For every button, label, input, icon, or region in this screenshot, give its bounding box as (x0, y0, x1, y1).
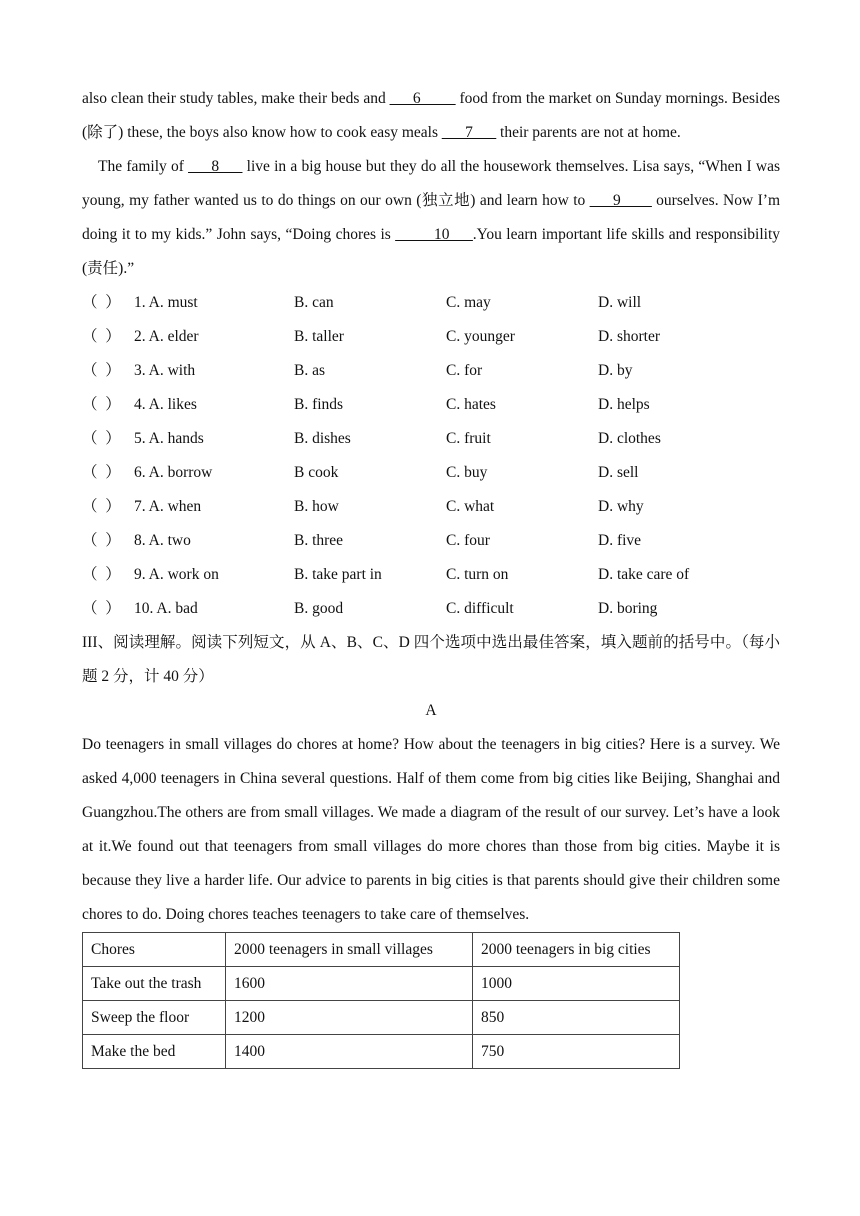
answer-parentheses: （ ） (82, 498, 121, 515)
question-stem (82, 354, 294, 388)
option-b: B. finds (294, 396, 344, 413)
option-b: B. how (294, 498, 339, 515)
question-stem (82, 456, 294, 490)
reading-passage-a: Do teenagers in small villages do chores at home? How about the teenagers in big cities? Here is a survey. We asked 4,000 teenagers in China several questions. Half of them come from big cities like Beijing, Shanghai and Guangzhou.The others are from small villages. We made a diagram of the result of our survey. Let’s have a look at it.We found out that teenagers from small villages do more chores than those from big cities. Maybe it is because they live a harder life. Our advice to parents in big cities is that parents should give their children some chores to do. Doing chores teaches teenagers to take care of themselves. (82, 736, 780, 923)
table-row (83, 1035, 680, 1069)
option-a: 3. A. with (134, 362, 196, 379)
answer-parentheses: （ ） (82, 464, 121, 481)
option-d: D. five (598, 532, 642, 549)
blank-6: ___6__ __ (389, 90, 456, 107)
table-cell: Make the bed (83, 1035, 226, 1069)
option-d: D. will (598, 294, 642, 311)
question-stem (82, 388, 294, 422)
table-cell: 1400 (226, 1035, 473, 1069)
answer-parentheses: （ ） (82, 328, 121, 345)
table-header-cell: 2000 teenagers in small villages (226, 933, 473, 967)
option-c: C. may (446, 294, 491, 311)
table-cell: 1200 (226, 1001, 473, 1035)
section-3-heading: III、阅读理解。阅读下列短文，从 A、B、C、D 四个选项中选出最佳答案，填入题前的括号中。（每小题 2 分，计 40 分） (82, 634, 780, 685)
survey-table (82, 932, 680, 1069)
text-run: .You learn important life skills and responsibility (责任).” (82, 226, 780, 277)
option-a: 5. A. hands (134, 430, 204, 447)
answer-parentheses: （ ） (82, 430, 121, 447)
option-a: 2. A. elder (134, 328, 199, 345)
option-d: D. by (598, 362, 633, 379)
option-a: 8. A. two (134, 532, 191, 549)
question-stem (82, 524, 294, 558)
question-row (82, 558, 780, 592)
answer-parentheses: （ ） (82, 532, 121, 549)
option-c: C. younger (446, 328, 515, 345)
option-b: B. taller (294, 328, 344, 345)
blank-7: ___7___ (441, 124, 497, 141)
question-stem (82, 422, 294, 456)
option-c: C. for (446, 362, 483, 379)
answer-parentheses: （ ） (82, 294, 121, 311)
option-c: C. what (446, 498, 495, 515)
blank-9: ___9____ (589, 192, 652, 209)
option-d: D. helps (598, 396, 650, 413)
text-run: their parents are not at home. (496, 124, 681, 141)
question-row (82, 456, 780, 490)
answer-parentheses: （ ） (82, 362, 121, 379)
text-run: The family of (98, 158, 189, 175)
option-c: C. fruit (446, 430, 491, 447)
table-cell: 1000 (473, 967, 680, 1001)
option-a: 9. A. work on (134, 566, 219, 583)
question-stem (82, 286, 294, 320)
option-a: 1. A. must (134, 294, 198, 311)
table-cell: 1600 (226, 967, 473, 1001)
question-stem (82, 558, 294, 592)
option-b: B. good (294, 600, 344, 617)
option-d: D. sell (598, 464, 639, 481)
option-c: C. four (446, 532, 490, 549)
option-a: 4. A. likes (134, 396, 197, 413)
question-row (82, 490, 780, 524)
option-b: B. three (294, 532, 344, 549)
answer-parentheses: （ ） (82, 600, 121, 617)
answer-parentheses: （ ） (82, 566, 121, 583)
text-run: ourselves. Now I’m doing it to my kids.” John says, “Doing chores is (82, 192, 780, 243)
table-row (83, 1001, 680, 1035)
text-run: live in a big house but they do all the housework themselves. Lisa says, “When I was young, my father wanted us to do things on our own (独立地) and learn how to (82, 158, 780, 209)
option-d: D. shorter (598, 328, 660, 345)
option-d: D. why (598, 498, 644, 515)
document-page (82, 82, 780, 1069)
option-b: B. dishes (294, 430, 351, 447)
question-stem (82, 320, 294, 354)
answer-parentheses: （ ） (82, 396, 121, 413)
question-stem (82, 592, 294, 626)
question-row (82, 286, 780, 320)
table-header-row (83, 933, 680, 967)
question-row (82, 388, 780, 422)
option-a: 6. A. borrow (134, 464, 213, 481)
question-row (82, 592, 780, 626)
option-b: B. take part in (294, 566, 382, 583)
table-cell: 750 (473, 1035, 680, 1069)
option-c: C. buy (446, 464, 488, 481)
question-row (82, 422, 780, 456)
question-row (82, 354, 780, 388)
passage-paragraph-2 (82, 150, 780, 286)
question-row (82, 524, 780, 558)
option-b: B. as (294, 362, 325, 379)
table-header-cell: Chores (83, 933, 226, 967)
option-c: C. difficult (446, 600, 514, 617)
option-c: C. hates (446, 396, 496, 413)
text-run: food from the market on Sunday mornings. Besides (除了) these, the boys also know how to cook easy meals (82, 90, 781, 141)
options-list (82, 286, 780, 626)
table-cell: 850 (473, 1001, 680, 1035)
blank-8: ___8___ (188, 158, 243, 175)
table-header-cell: 2000 teenagers in big cities (473, 933, 680, 967)
question-stem (82, 490, 294, 524)
text-run: also clean their study tables, make their beds and (82, 90, 390, 107)
option-d: D. boring (598, 600, 658, 617)
passage-label: A (425, 702, 437, 719)
option-a: 7. A. when (134, 498, 202, 515)
option-d: D. clothes (598, 430, 661, 447)
option-c: C. turn on (446, 566, 509, 583)
option-b: B cook (294, 464, 339, 481)
table-cell: Take out the trash (83, 967, 226, 1001)
question-row (82, 320, 780, 354)
passage-paragraph-1 (82, 82, 780, 150)
option-a: 10. A. bad (134, 600, 198, 617)
table-cell: Sweep the floor (83, 1001, 226, 1035)
option-d: D. take care of (598, 566, 690, 583)
option-b: B. can (294, 294, 334, 311)
table-row (83, 967, 680, 1001)
blank-10: _____10___ (395, 226, 473, 243)
